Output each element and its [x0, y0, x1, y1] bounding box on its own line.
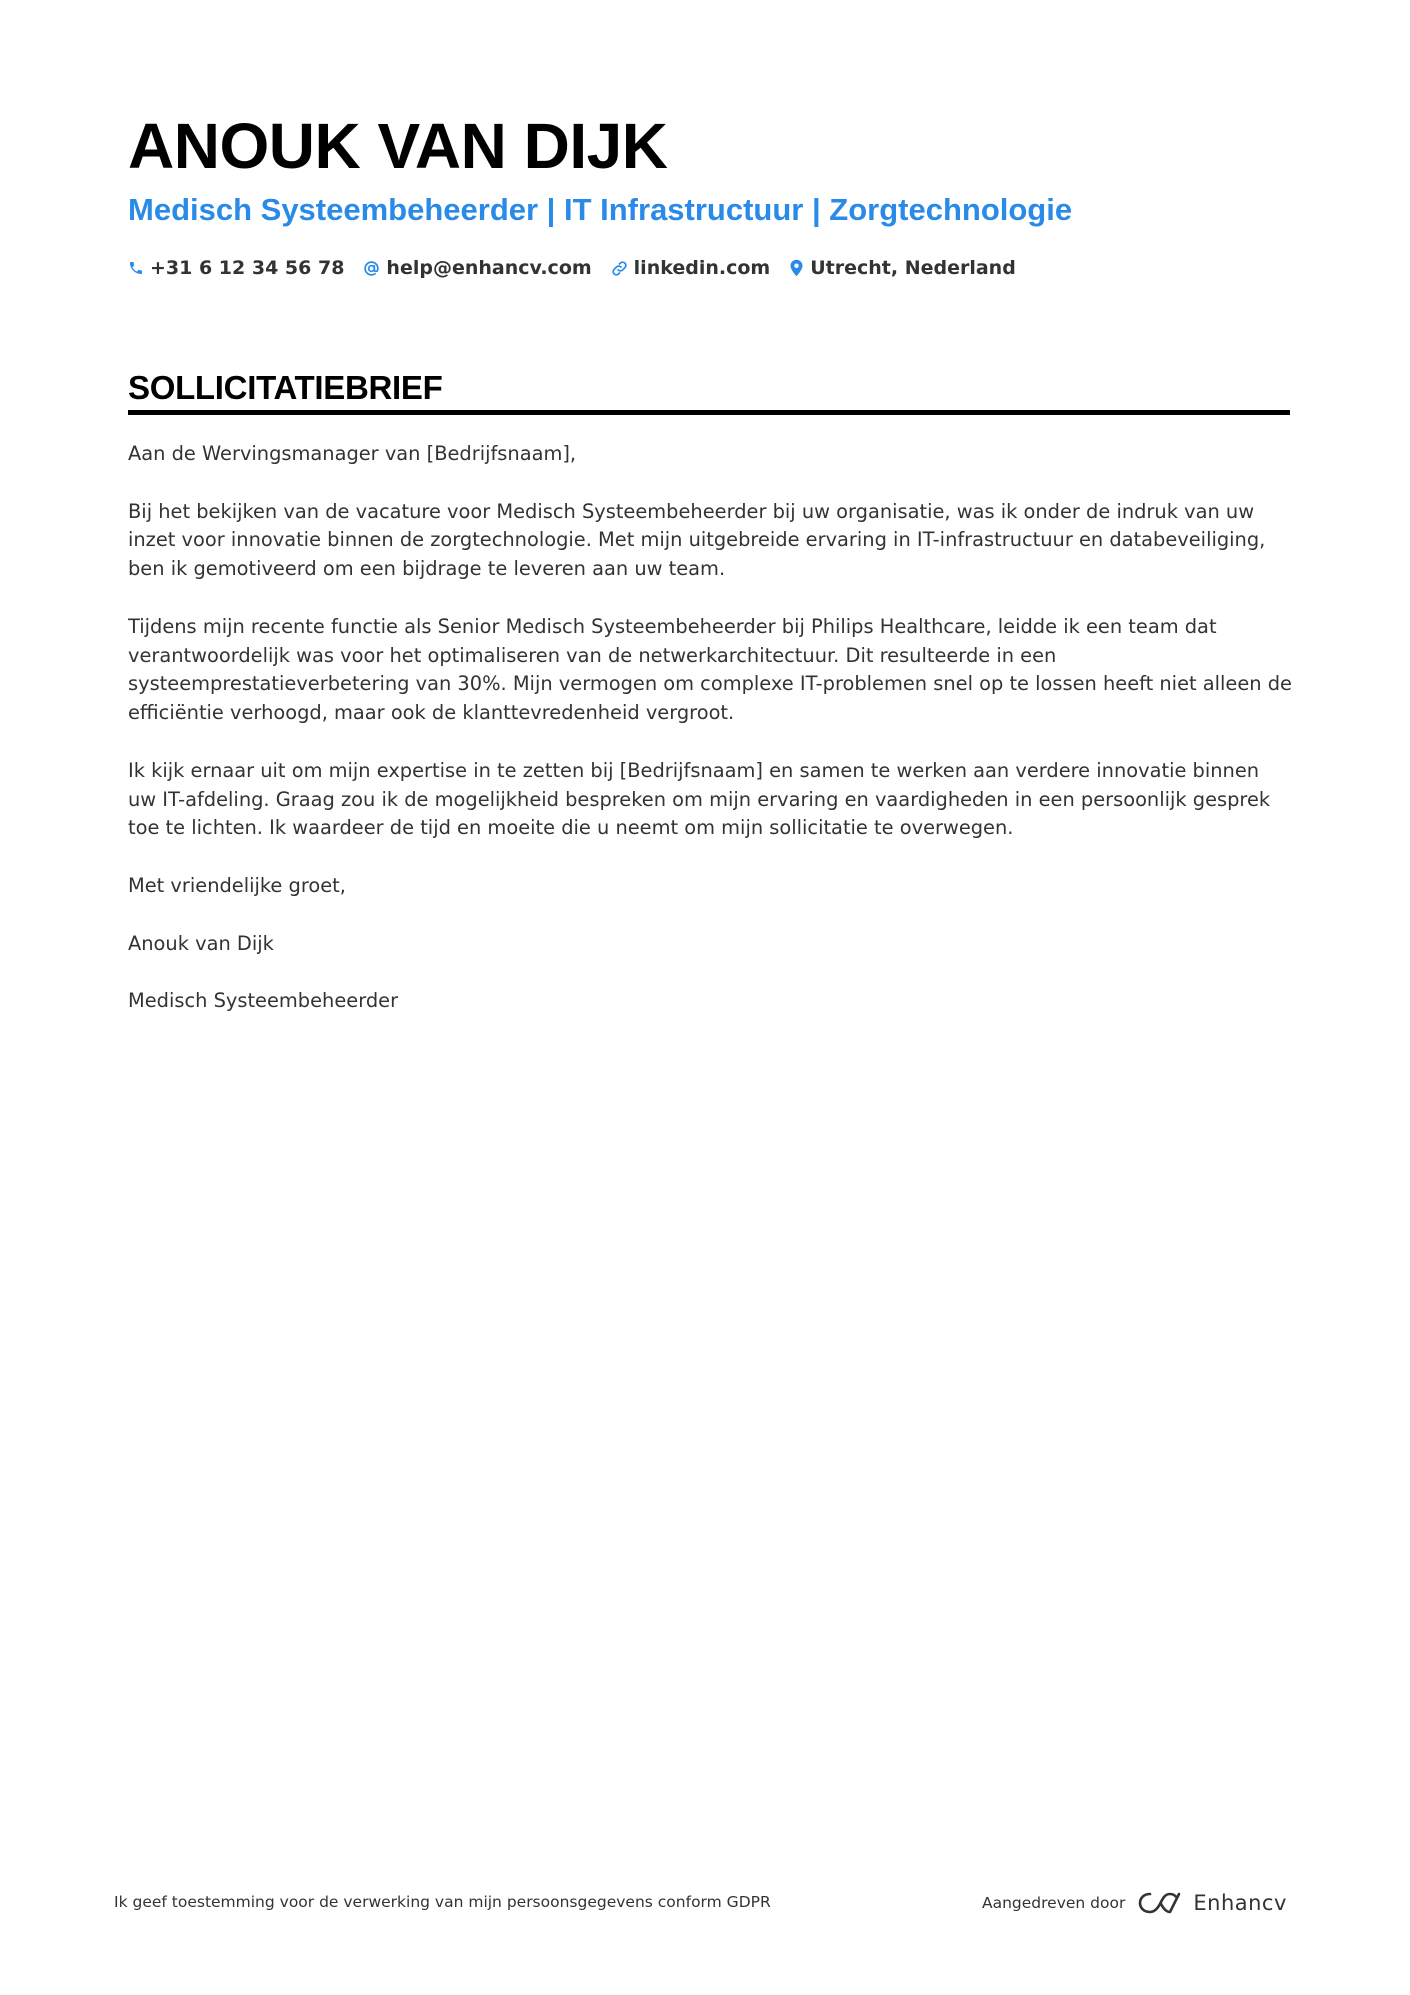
- letter-paragraph: Bij het bekijken van de vacature voor Medisch Systeembeheerder bij uw organisatie, was ik onder de indruk van uw inzet voor innovatie binnen de zorgtechnologie. Met mijn uitgebreide ervaring in IT-infrastructuur en databeveiliging, ben ik gemotiveerd om een bijdrage te leveren aan uw team.: [128, 499, 1266, 581]
- letter-body: [128, 440, 1293, 1045]
- signature-title: Medisch Systeembeheerder: [128, 989, 399, 1013]
- powered-by[interactable]: [982, 1888, 1287, 1918]
- letter-salutation: Aan de Wervingsmanager van [Bedrijfsnaam],: [128, 442, 577, 465]
- powered-by-label: Aangedreven door: [982, 1894, 1126, 1912]
- phone-number: +31 6 12 34 56 78: [150, 257, 345, 279]
- enhancv-logo: [1137, 1890, 1287, 1916]
- map-pin-icon: [789, 259, 804, 277]
- section-title: SOLLICITATIEBRIEF: [128, 369, 443, 406]
- email-address: help@enhancv.com: [386, 257, 592, 279]
- section-divider: [128, 410, 1290, 415]
- letter-closing: Met vriendelijke groet,: [128, 873, 346, 897]
- contact-bar: [128, 254, 1035, 282]
- link-icon: [611, 260, 628, 277]
- letter-paragraph: Tijdens mijn recente functie als Senior Medisch Systeembeheerder bij Philips Healthcare, leidde ik een team dat verantwoordelijk was voor het optimaliseren van de netwerkarchitectuur. Dit resulteerde in een systeemprestatieverbetering van 30%. Mijn vermogen om complexe IT-problemen snel op te lossen heeft niet alleen de efficiëntie verhoogd, maar ook de klanttevredenheid vergroot.: [128, 614, 1292, 725]
- candidate-headline: Medisch Systeembeheerder | IT Infrastructuur | Zorgtechnologie: [128, 192, 1073, 227]
- at-icon: [363, 260, 380, 277]
- phone-icon: [128, 260, 144, 276]
- linkedin-url: linkedin.com: [633, 257, 771, 279]
- candidate-name: ANOUK VAN DIJK: [128, 110, 668, 182]
- contact-location: [789, 257, 1016, 279]
- gdpr-consent: Ik geef toestemming voor de verwerking van mijn persoonsgegevens conform GDPR: [114, 1893, 771, 1911]
- enhancv-logo-icon: [1137, 1890, 1183, 1916]
- contact-linkedin[interactable]: [611, 257, 771, 279]
- letter-paragraph: Ik kijk ernaar uit om mijn expertise in te zetten bij [Bedrijfsnaam] en samen te werken aan verdere innovatie binnen uw IT-afdeling. Graag zou ik de mogelijkheid bespreken om mijn ervaring en vaardigheden in een persoonlijk gesprek toe te lichten. Ik waardeer de tijd en moeite die u neemt om mijn sollicitatie te overwegen.: [128, 758, 1271, 840]
- location-text: Utrecht, Nederland: [810, 257, 1016, 279]
- contact-email[interactable]: [363, 257, 591, 279]
- contact-phone[interactable]: [128, 257, 344, 279]
- brand-name: Enhancv: [1193, 1891, 1287, 1915]
- signature-name: Anouk van Dijk: [128, 931, 274, 955]
